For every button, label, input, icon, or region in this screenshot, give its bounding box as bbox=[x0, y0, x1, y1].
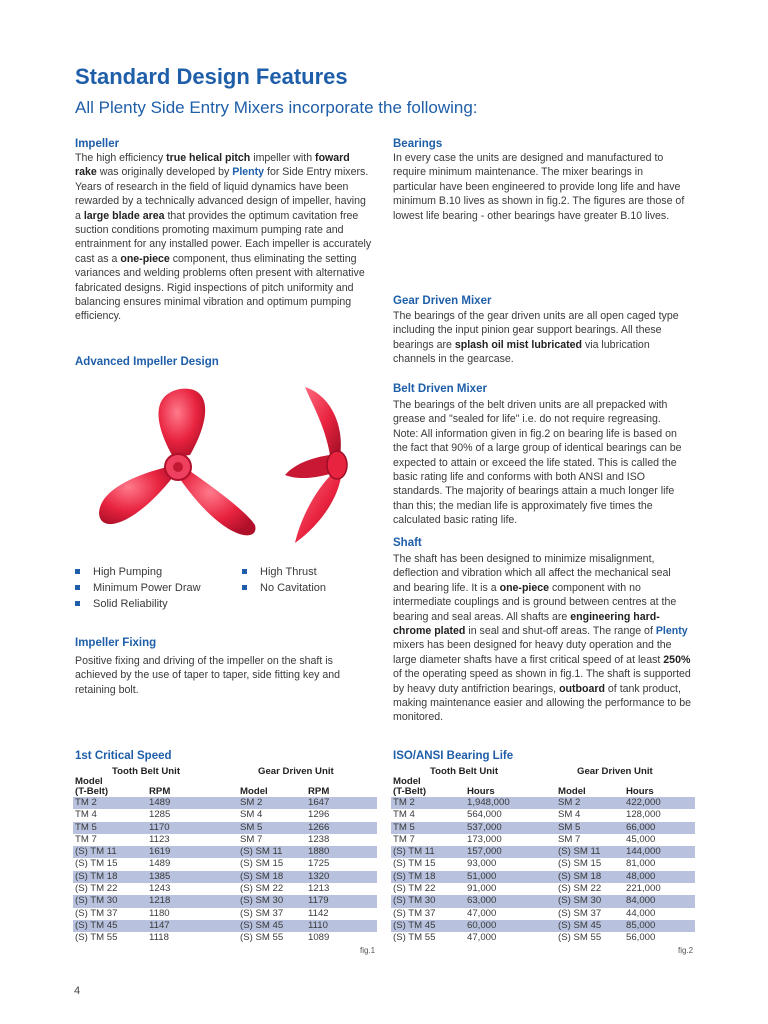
table-row bbox=[73, 858, 377, 870]
table-row bbox=[73, 932, 377, 944]
bearing-group-left: Tooth Belt Unit bbox=[430, 766, 499, 777]
table-cell: 537,000 bbox=[465, 822, 556, 834]
table-cell: 1243 bbox=[149, 883, 171, 895]
table-cell: (S) SM 11 bbox=[556, 846, 624, 858]
table-header: (T-Belt) Hours Model Hours bbox=[393, 786, 654, 797]
table-cell: (S) TM 45 bbox=[391, 920, 465, 932]
gear-driven-heading: Gear Driven Mixer bbox=[393, 295, 492, 307]
table-cell: 173,000 bbox=[467, 833, 502, 845]
list-item: High Pumping bbox=[75, 564, 201, 580]
table-cell: 1266 bbox=[306, 822, 377, 834]
table-cell: 84,000 bbox=[624, 895, 695, 907]
table-cell: 66,000 bbox=[624, 822, 695, 834]
table-cell: (S) SM 30 bbox=[238, 895, 306, 907]
list-item: Minimum Power Draw bbox=[75, 580, 201, 596]
table-cell: (S) SM 22 bbox=[240, 883, 284, 895]
table-cell: 56,000 bbox=[626, 932, 656, 944]
critical-group-left: Tooth Belt Unit bbox=[112, 766, 181, 777]
table-cell: (S) SM 37 bbox=[240, 907, 284, 919]
table-cell: 47,000 bbox=[467, 932, 497, 944]
table-row bbox=[73, 822, 377, 834]
table-row bbox=[73, 871, 377, 883]
table-cell: 1218 bbox=[147, 895, 238, 907]
table-row bbox=[391, 846, 695, 858]
critical-speed-table bbox=[73, 786, 377, 945]
table-cell: (S) SM 55 bbox=[240, 932, 284, 944]
table-cell: (S) SM 30 bbox=[556, 895, 624, 907]
table-row bbox=[73, 895, 377, 907]
table-cell: 564,000 bbox=[467, 809, 502, 821]
table-cell: (S) SM 55 bbox=[558, 932, 602, 944]
table-cell: 1647 bbox=[306, 797, 377, 809]
table-cell: SM 7 bbox=[240, 833, 263, 845]
table-cell: SM 4 bbox=[240, 809, 263, 821]
page-title: Standard Design Features bbox=[75, 64, 348, 89]
impeller-fixing-text: Positive fixing and driving of the impeller on the shaft is achieved by the use of taper to taper, side fitting key and retaining bolt. bbox=[75, 655, 341, 696]
table-cell: (S) SM 22 bbox=[558, 883, 602, 895]
table-cell: (S) SM 37 bbox=[558, 907, 602, 919]
list-item: No Cavitation bbox=[242, 580, 326, 596]
critical-speed-heading: 1st Critical Speed bbox=[75, 750, 172, 762]
table-cell: 45,000 bbox=[626, 833, 656, 845]
table-cell: (S) SM 18 bbox=[556, 871, 624, 883]
table-cell: (S) SM 18 bbox=[238, 871, 306, 883]
table-cell: (S) TM 37 bbox=[75, 907, 118, 919]
table-cell: (S) TM 55 bbox=[393, 932, 436, 944]
table-row bbox=[73, 908, 377, 920]
table-header: (T-Belt) RPM Model RPM bbox=[75, 786, 330, 797]
table-cell: 1296 bbox=[308, 809, 330, 821]
table-cell: 60,000 bbox=[465, 920, 556, 932]
table-cell: TM 4 bbox=[393, 809, 415, 821]
table-cell: 1179 bbox=[306, 895, 377, 907]
table-cell: (S) SM 15 bbox=[558, 858, 602, 870]
table-cell: 221,000 bbox=[626, 883, 661, 895]
side-impeller-image bbox=[275, 385, 375, 545]
table-cell: 1142 bbox=[308, 907, 329, 919]
gear-driven-text: The bearings of the gear driven units are all open caged type including the input pinion gear support bearings. All these bearings are splash oil mist lubricated via lubrication channels in the gearcase. bbox=[393, 310, 679, 366]
table-row bbox=[391, 908, 695, 920]
table-cell: SM 5 bbox=[556, 822, 624, 834]
table-cell: (S) TM 30 bbox=[391, 895, 465, 907]
table-cell: 63,000 bbox=[465, 895, 556, 907]
features-right-list bbox=[242, 564, 326, 596]
table-cell: 1,948,000 bbox=[465, 797, 556, 809]
table-cell: 1619 bbox=[147, 846, 238, 858]
table-cell: (S) TM 11 bbox=[391, 846, 465, 858]
three-blade-impeller-image bbox=[95, 385, 265, 545]
table-cell: TM 7 bbox=[75, 833, 97, 845]
table-cell: 47,000 bbox=[467, 907, 497, 919]
table-cell: SM 2 bbox=[556, 797, 624, 809]
table-cell: (S) SM 15 bbox=[240, 858, 284, 870]
table-cell: (S) TM 22 bbox=[75, 883, 118, 895]
table-cell: (S) TM 18 bbox=[73, 871, 147, 883]
advanced-impeller-heading: Advanced Impeller Design bbox=[75, 356, 219, 368]
table-cell: 51,000 bbox=[465, 871, 556, 883]
table-cell: TM 7 bbox=[393, 833, 415, 845]
table-cell: (S) SM 11 bbox=[238, 846, 306, 858]
table-cell: 1385 bbox=[147, 871, 238, 883]
table-row bbox=[391, 871, 695, 883]
table-row bbox=[73, 834, 377, 846]
table-row bbox=[73, 809, 377, 821]
bearings-heading: Bearings bbox=[393, 138, 443, 150]
impeller-text: The high efficiency true helical pitch impeller with foward rake was originally developed by Plenty for Side Entry mixers. Years of research in the field of liquid dynamics have been rewarded by a technically advanced design of impeller, having a large blade area that provides the optimum cavitation free suction conditions promoting maximum pumping rate and entrainment for any installed power. Each impeller is accurately cast as a one-piece component, thus eliminating the setting variances and welding problems often present with alternative fabricated designs. Rigid inspections of pitch uniformity and balancing ensures minimal vibration and optimum pumping efficiency. bbox=[75, 152, 372, 323]
table-row bbox=[391, 809, 695, 821]
impeller-fixing-heading: Impeller Fixing bbox=[75, 637, 157, 649]
table-cell: (S) TM 55 bbox=[75, 932, 118, 944]
table-cell: TM 5 bbox=[73, 822, 147, 834]
table-row bbox=[391, 920, 695, 932]
table-row bbox=[391, 858, 695, 870]
belt-driven-heading: Belt Driven Mixer bbox=[393, 383, 487, 395]
table-cell: (S) TM 15 bbox=[75, 858, 118, 870]
table-cell: 1123 bbox=[149, 833, 170, 845]
table-cell: TM 2 bbox=[73, 797, 147, 809]
table-cell: (S) TM 11 bbox=[73, 846, 147, 858]
shaft-heading: Shaft bbox=[393, 537, 422, 549]
shaft-text: The shaft has been designed to minimize misalignment, deflection and vibration which all affect the mechanical seal and bearing life. It is a one-piece component with no intermediate couplings and is ground between centres at the bearing and seal areas. All shafts are engineering hard-chrome plated in seal and shut-off areas. The range of Plenty mixers has been designed for heavy duty operation and the large diameter shafts have a first critical speed of at least 250% of the operating speed as shown in fig.1. The shaft is supported by heavy duty antifriction bearings, outboard of tank product, making maintenance easier and allowing the performance to be monitored. bbox=[393, 553, 691, 724]
table-cell: 1110 bbox=[306, 920, 377, 932]
table-cell: 93,000 bbox=[467, 858, 497, 870]
table-cell: (S) TM 30 bbox=[73, 895, 147, 907]
table-cell: (S) TM 45 bbox=[73, 920, 147, 932]
table-cell: 1118 bbox=[149, 932, 169, 944]
table-cell: 1880 bbox=[306, 846, 377, 858]
table-cell: SM 2 bbox=[238, 797, 306, 809]
table-cell: 1147 bbox=[147, 920, 238, 932]
list-item: High Thrust bbox=[242, 564, 326, 580]
table-cell: 1320 bbox=[306, 871, 377, 883]
table-cell: 1238 bbox=[308, 833, 330, 845]
table-cell: SM 5 bbox=[238, 822, 306, 834]
table-cell: (S) TM 18 bbox=[391, 871, 465, 883]
belt-driven-text: The bearings of the belt driven units are all prepacked with grease and "sealed for life" i.e. do not require regreasing. Note: All information given in fig.2 on bearing life is based on the fact that 90% of a large group of identical bearings can be expected to attain or exceed the life stated. This is called the basic rating life and conforms with both ANSI and ISO standards. The majority of bearings attain a much longer life than this; the median life is approximately five times the calculated basic rating life. bbox=[393, 399, 682, 527]
table-cell: 81,000 bbox=[626, 858, 656, 870]
table-row bbox=[73, 846, 377, 858]
table-row bbox=[73, 883, 377, 895]
table-cell: 1489 bbox=[147, 797, 238, 809]
table-cell: 44,000 bbox=[626, 907, 656, 919]
critical-group-right: Gear Driven Unit bbox=[258, 766, 334, 777]
critical-model-label: Model bbox=[75, 776, 103, 787]
list-item: Solid Reliability bbox=[75, 596, 201, 612]
table-cell: 1285 bbox=[149, 809, 171, 821]
table-cell: 1489 bbox=[149, 858, 171, 870]
table-cell: (S) SM 45 bbox=[238, 920, 306, 932]
table-cell: (S) TM 22 bbox=[393, 883, 436, 895]
table-cell: SM 4 bbox=[558, 809, 581, 821]
table-cell: 144,000 bbox=[624, 846, 695, 858]
fig2-label: fig.2 bbox=[678, 946, 694, 955]
bearing-life-table bbox=[391, 786, 695, 945]
table-row bbox=[391, 883, 695, 895]
table-cell: 85,000 bbox=[624, 920, 695, 932]
table-row bbox=[391, 797, 695, 809]
table-cell: 48,000 bbox=[624, 871, 695, 883]
table-cell: 91,000 bbox=[467, 883, 497, 895]
table-row bbox=[391, 932, 695, 944]
impeller-heading: Impeller bbox=[75, 138, 120, 150]
page-subtitle: All Plenty Side Entry Mixers incorporate the following: bbox=[75, 98, 478, 117]
table-cell: SM 7 bbox=[558, 833, 581, 845]
table-row bbox=[73, 797, 377, 809]
table-row bbox=[73, 920, 377, 932]
fig1-label: fig.1 bbox=[360, 946, 376, 955]
table-cell: TM 5 bbox=[391, 822, 465, 834]
table-cell: 157,000 bbox=[465, 846, 556, 858]
bearings-text: In every case the units are designed and manufactured to require minimum maintenance. The mixer bearings in particular have been engineered to provide long life and have minimum B.10 lives as shown in fig.2. The figures are those of lowest life bearing - other bearings have greater B.10 lives. bbox=[393, 152, 685, 222]
table-cell: 1725 bbox=[308, 858, 330, 870]
features-left-list bbox=[75, 564, 201, 612]
table-row bbox=[391, 834, 695, 846]
table-cell: 1170 bbox=[147, 822, 238, 834]
table-cell: 1180 bbox=[149, 907, 170, 919]
table-row bbox=[391, 822, 695, 834]
table-cell: (S) TM 37 bbox=[393, 907, 436, 919]
table-cell: 128,000 bbox=[626, 809, 661, 821]
bearing-group-right: Gear Driven Unit bbox=[577, 766, 653, 777]
table-cell: (S) SM 45 bbox=[556, 920, 624, 932]
table-cell: TM 2 bbox=[391, 797, 465, 809]
bearing-life-heading: ISO/ANSI Bearing Life bbox=[393, 750, 514, 762]
table-cell: 1089 bbox=[308, 932, 330, 944]
table-cell: TM 4 bbox=[75, 809, 97, 821]
page-number: 4 bbox=[74, 985, 81, 997]
table-cell: 422,000 bbox=[624, 797, 695, 809]
bearing-model-label: Model bbox=[393, 776, 421, 787]
table-cell: (S) TM 15 bbox=[393, 858, 436, 870]
table-row bbox=[391, 895, 695, 907]
table-cell: 1213 bbox=[308, 883, 330, 895]
